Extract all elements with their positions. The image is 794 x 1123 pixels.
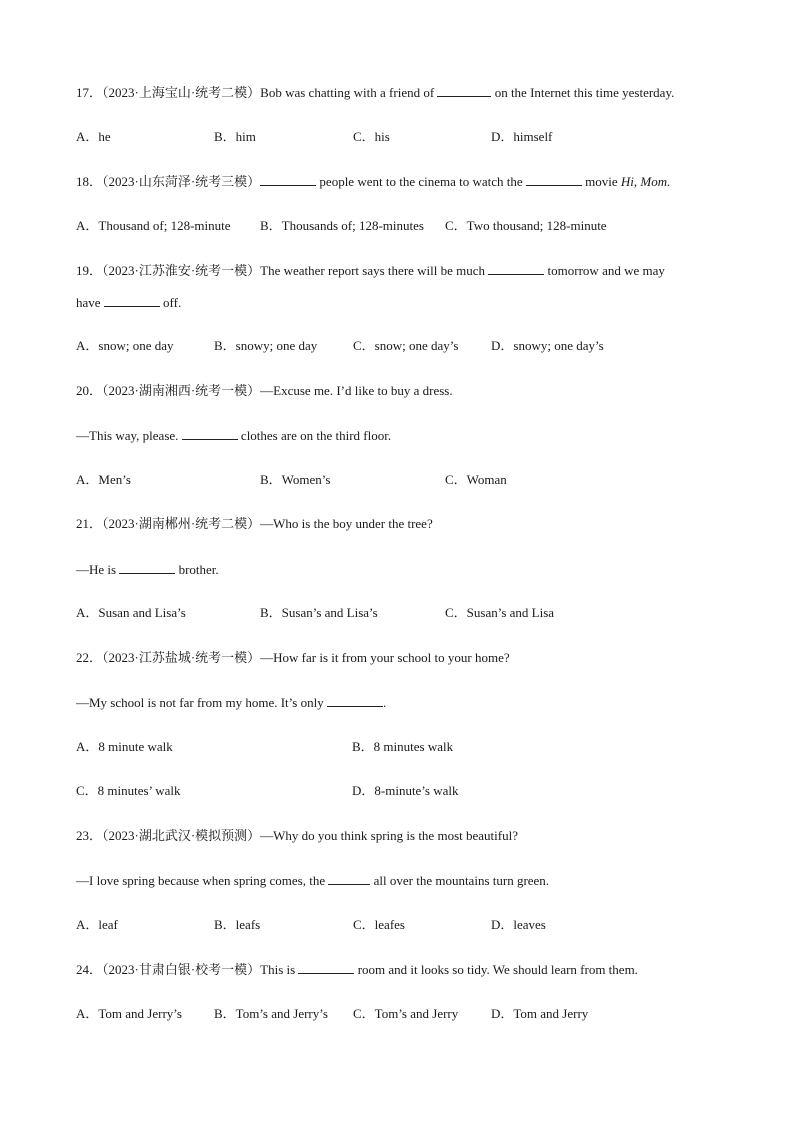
answer-blank xyxy=(260,172,316,186)
question-text: movie xyxy=(581,174,621,189)
option-d: D．8-minute’s walk xyxy=(352,783,459,798)
option-b: B．Susan’s and Lisa’s xyxy=(260,605,378,620)
question-text: —My school is not far from my home. It’s only xyxy=(76,695,327,710)
question-text: 17．（2023·上海宝山·统考二模）Bob was chatting with a friend of xyxy=(76,85,438,100)
answer-blank xyxy=(182,426,238,440)
option-b: B．leafs xyxy=(214,917,261,932)
question-19-line-2 xyxy=(76,293,181,312)
option-d: D．Tom and Jerry xyxy=(491,1006,589,1021)
question-text: on the Internet this time yesterday. xyxy=(491,85,675,100)
option-b: B．Women’s xyxy=(260,472,331,487)
question-text: 24．（2023·甘肃白银·校考一模）This is xyxy=(76,962,299,977)
question-text: brother. xyxy=(175,562,219,577)
answer-blank xyxy=(119,560,175,574)
question-23: 23．（2023·湖北武汉·模拟预测）—Why do you think spring is the most beautiful? xyxy=(76,828,518,843)
answer-blank xyxy=(488,261,544,275)
answer-blank xyxy=(328,871,370,885)
option-a: A．Men’s xyxy=(76,472,131,487)
option-a: A．snow; one day xyxy=(76,338,174,353)
option-c: C．his xyxy=(353,129,390,144)
question-22: 22．（2023·江苏盐城·统考一模）—How far is it from your school to your home? xyxy=(76,650,510,665)
option-c: C．snow; one day’s xyxy=(353,338,459,353)
question-21-line-2 xyxy=(76,560,219,579)
option-c: C．Two thousand; 128-minute xyxy=(445,218,607,233)
question-18 xyxy=(76,172,670,191)
option-a: A．leaf xyxy=(76,917,118,932)
question-text: all over the mountains turn green. xyxy=(370,873,550,888)
option-a: A．8 minute walk xyxy=(76,739,173,754)
option-b: B．Thousands of; 128-minutes xyxy=(260,218,424,233)
answer-blank xyxy=(437,83,491,97)
option-c: C．Susan’s and Lisa xyxy=(445,605,555,620)
question-text: —I love spring because when spring comes, the xyxy=(76,873,329,888)
option-a: A．Thousand of; 128-minute xyxy=(76,218,231,233)
option-c: C．8 minutes’ walk xyxy=(76,783,181,798)
question-text: —He is xyxy=(76,562,120,577)
question-text: have xyxy=(76,295,104,310)
question-text: people went to the cinema to watch the xyxy=(316,174,526,189)
question-text: 18．（2023·山东菏泽·统考三模） xyxy=(76,174,261,189)
option-b: B．snowy; one day xyxy=(214,338,318,353)
question-19 xyxy=(76,261,665,280)
question-text: 19．（2023·江苏淮安·统考一模）The weather report says there will be much xyxy=(76,263,489,278)
question-21: 21．（2023·湖南郴州·统考二模）—Who is the boy under the tree? xyxy=(76,516,433,531)
question-text: clothes are on the third floor. xyxy=(237,428,392,443)
question-24 xyxy=(76,960,638,979)
question-20: 20．（2023·湖南湘西·统考一模）—Excuse me. I’d like to buy a dress. xyxy=(76,383,453,398)
option-c: C．Tom’s and Jerry xyxy=(353,1006,459,1021)
question-text: . xyxy=(382,695,387,710)
question-20-line-2 xyxy=(76,426,391,445)
answer-blank xyxy=(327,693,383,707)
option-b: B．Tom’s and Jerry’s xyxy=(214,1006,328,1021)
question-text: —This way, please. xyxy=(76,428,182,443)
option-a: A．he xyxy=(76,129,111,144)
option-d: D．leaves xyxy=(491,917,546,932)
option-d: D．snowy; one day’s xyxy=(491,338,604,353)
option-b: B．him xyxy=(214,129,256,144)
option-d: D．himself xyxy=(491,129,553,144)
option-c: C．Woman xyxy=(445,472,507,487)
question-23-line-2 xyxy=(76,871,549,890)
movie-title: Hi, Mom. xyxy=(620,174,671,189)
option-b: B．8 minutes walk xyxy=(352,739,454,754)
answer-blank xyxy=(526,172,582,186)
answer-blank xyxy=(104,293,160,307)
question-17 xyxy=(76,83,674,102)
question-text: tomorrow and we may xyxy=(544,263,665,278)
option-a: A．Tom and Jerry’s xyxy=(76,1006,182,1021)
question-text: room and it looks so tidy. We should learn from them. xyxy=(354,962,638,977)
answer-blank xyxy=(298,960,354,974)
option-c: C．leafes xyxy=(353,917,405,932)
question-text: off. xyxy=(159,295,182,310)
option-a: A．Susan and Lisa’s xyxy=(76,605,186,620)
question-22-line-2 xyxy=(76,693,386,712)
